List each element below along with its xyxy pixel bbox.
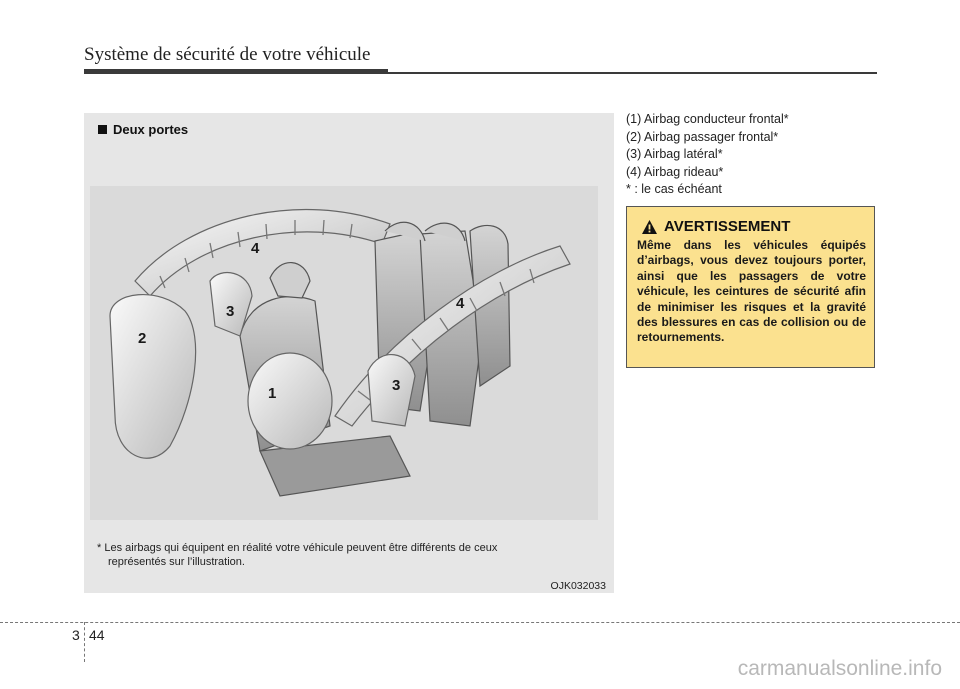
figure-footnote [97,541,597,569]
footer-divider-vertical [84,622,85,662]
warning-triangle-icon [641,219,658,235]
figure-code: OJK032033 [550,580,606,592]
airbag-legend [626,111,789,199]
footer-divider [0,622,960,623]
airbag-figure [84,113,614,593]
label-1: 1 [268,385,277,402]
section-number: 3 [72,627,80,643]
figure-caption-text: Deux portes [113,122,189,137]
label-2: 2 [138,330,147,347]
legend-note: * : le cas échéant [626,182,722,196]
warning-header [641,218,790,235]
footnote-line-2: représentés sur l’illustration. [108,556,245,568]
footnote-line-1: * Les airbags qui équipent en réalité votre véhicule peuvent être différents de ceux [97,542,498,554]
passenger-airbag [110,295,196,459]
label-4-left: 4 [251,240,260,257]
figure-caption [98,122,188,137]
header-rule-thin [388,72,877,74]
page-number: 44 [89,627,105,643]
warning-text: Même dans les véhicules équipés d’airbags, vous devez toujours porter, ainsi que les passagers de votre véhicule, les ceintures de sécurité afin de minimiser les risques et la gravité des blessures en cas de collision ou de retournements. [637,238,866,345]
driver-airbag [248,353,332,449]
label-4-right: 4 [456,295,465,312]
legend-item: (3) Airbag latéral* [626,147,723,161]
legend-item: (4) Airbag rideau* [626,164,724,179]
warning-box [626,206,875,368]
curtain-airbag-left [135,209,390,296]
watermark: carmanualsonline.info [737,657,942,680]
legend-item: (2) Airbag passager frontal* [626,129,779,144]
legend-item: (1) Airbag conducteur frontal* [626,112,789,126]
airbag-illustration [90,186,598,520]
page-title: Système de sécurité de votre véhicule [84,44,371,65]
label-3-right: 3 [392,377,401,394]
warning-title: AVERTISSEMENT [664,218,791,235]
label-3-left: 3 [226,303,235,320]
square-bullet-icon [98,125,107,134]
header-rule [84,69,388,74]
